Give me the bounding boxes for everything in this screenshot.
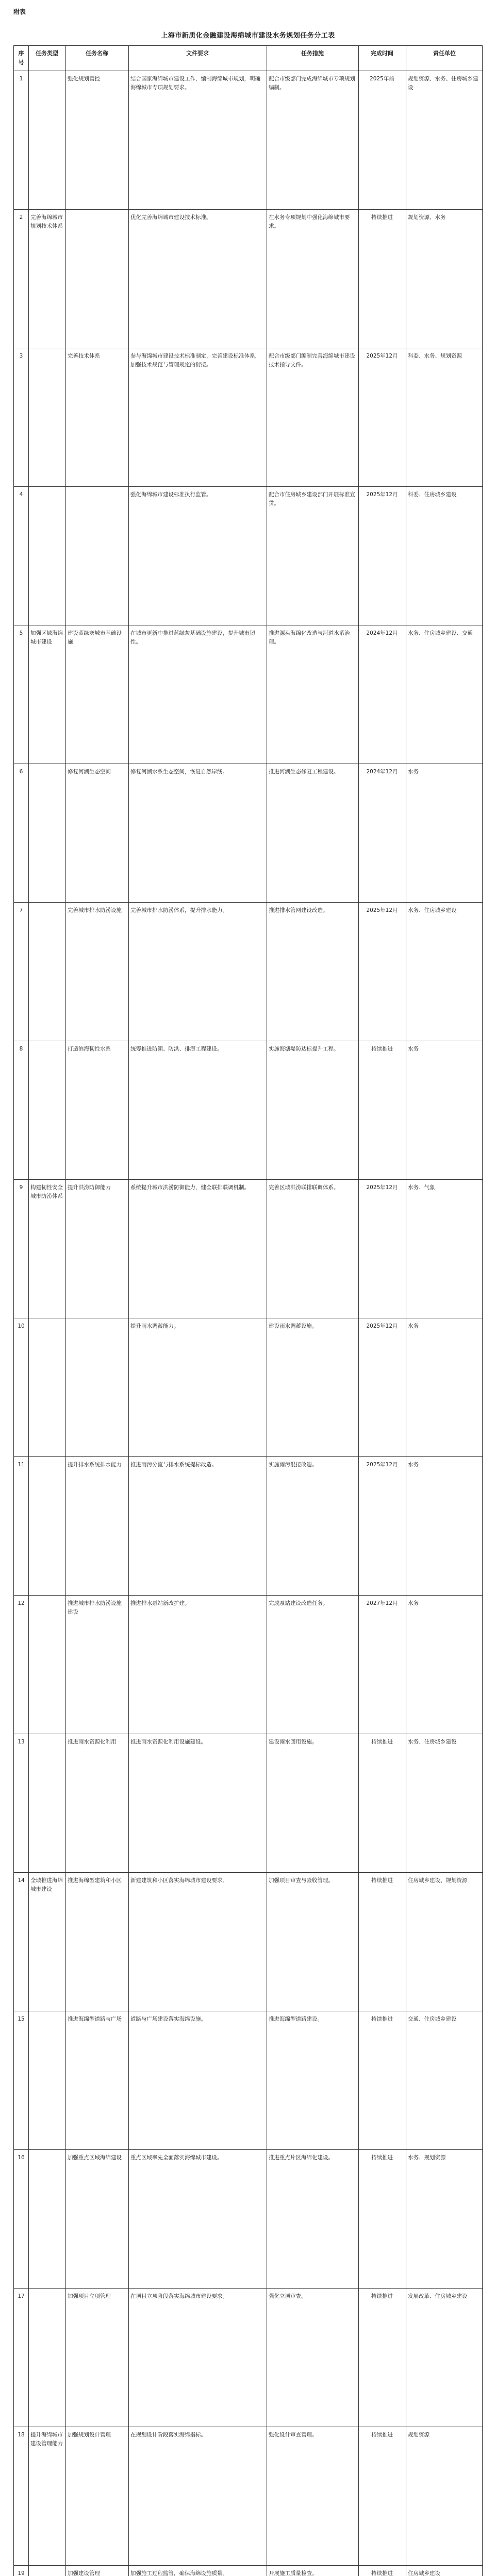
table-cell-no: 14 [18,1877,25,1884]
table-cell-name: 加强规划设计管理 [68,2432,111,2438]
table-cell-name: 推进雨水资源化利用 [68,1739,117,1745]
table-cell-req: 完善城市排水防涝体系，提升排水能力。 [130,907,228,913]
table-cell-req: 优化完善海绵城市建设技术标准。 [130,214,212,221]
table-cell-time: 持续推进 [371,1877,393,1884]
table-cell-name: 推进海绵型建筑和小区 [68,1877,122,1884]
row-divider [14,902,483,903]
table-cell-measure: 在水务专项规划中强化海绵城市要求。 [269,214,350,229]
table-cell-measure: 实施雨污混接改造。 [269,1462,318,1468]
table-cell-no: 11 [18,1462,25,1468]
table-cell-dept: 水务 [408,1046,419,1052]
table-cell-dept: 住房城乡建设、规划资源 [408,1877,468,1884]
table-cell-measure: 完成泵站建设改造任务。 [269,1600,328,1606]
table-cell-time: 2024年12月 [366,630,398,636]
table-cell-dept: 交通、住房城乡建设 [408,2016,457,2022]
table-cell-measure: 开展施工质量检查。 [269,2570,318,2576]
table-cell-req: 推进雨污分流与排水系统提标改造。 [130,1462,217,1468]
table-cell-name: 完善技术体系 [68,353,100,359]
task-table [13,45,483,2576]
table-cell-dept: 水务 [408,769,419,775]
table-cell-no: 5 [19,630,23,636]
table-cell-req: 在城市更新中推进蓝绿灰基础设施建设，提升城市韧性。 [130,630,255,645]
table-cell-dept: 规划资源、水务 [408,214,446,221]
table-cell-time: 持续推进 [371,2016,393,2022]
table-cell-req: 推进雨水资源化利用设施建设。 [130,1739,206,1745]
table-cell-time: 2025年12月 [366,353,398,359]
table-cell-type [28,1738,65,1870]
table-cell-req: 在规划设计阶段落实海绵指标。 [130,2432,206,2438]
table-cell-type: 加强区域海绵城市建设 [30,630,63,645]
table-cell-measure: 推进源头海绵化改造与河道水系治理。 [269,630,350,645]
table-cell-dept: 水务 [408,1600,419,1606]
column-header: 文件要求 [186,50,209,57]
row-divider [14,2149,483,2150]
table-cell-name [65,1322,128,1454]
row-divider [14,486,483,487]
table-cell-time: 2025年12月 [366,1462,398,1468]
table-cell-measure: 推进重点片区海绵化建设。 [269,2155,334,2161]
table-cell-type [28,352,65,484]
table-cell-no: 16 [18,2155,25,2161]
table-cell-measure: 实施海塘堤防达标提升工程。 [269,1046,339,1052]
table-cell-type [28,1045,65,1177]
table-cell-dept: 发展改革、住房城乡建设 [408,2293,468,2299]
row-divider [14,2565,483,2566]
table-cell-req: 修复河湖水系生态空间，恢复自然岸线。 [130,769,228,775]
table-cell-no: 19 [18,2570,25,2576]
table-cell-time: 2025年12月 [366,492,398,498]
table-cell-name: 打造滨海韧性水系 [68,1046,111,1052]
table-cell-name: 加强项目立项管理 [68,2293,111,2299]
table-cell-name [65,490,128,623]
table-cell-name: 建设蓝绿灰城市基础设施 [68,630,122,645]
table-cell-type: 提升海绵城市建设管理能力 [30,2432,63,2447]
table-cell-name: 完善城市排水防涝设施 [68,907,122,913]
table-cell-time: 2025年12月 [366,1184,398,1191]
table-cell-dept: 水务、气象 [408,1184,435,1191]
table-cell-type [28,1322,65,1454]
table-cell-no: 15 [18,2016,25,2022]
table-cell-dept: 科委、水务、规划资源 [408,353,462,359]
table-cell-dept: 水务 [408,1323,419,1329]
table-cell-measure: 推进河湖生态修复工程建设。 [269,769,339,775]
row-divider [14,209,483,210]
column-header: 责任单位 [433,50,456,57]
table-cell-type: 构建韧性安全城市防涝体系 [30,1184,63,1199]
column-header: 完成时间 [371,50,393,57]
table-cell-name [65,213,128,346]
table-cell-no: 17 [18,2293,25,2299]
table-cell-measure: 加强项目审查与验收管理。 [269,1877,334,1884]
table-cell-no: 7 [19,907,23,913]
table-cell-req: 在项目立项阶段落实海绵城市建设要求。 [130,2293,228,2299]
table-cell-name: 强化规划管控 [68,76,100,82]
table-cell-dept: 规划资源 [408,2432,429,2438]
table-cell-no: 13 [18,1739,25,1745]
table-cell-req: 新建建筑和小区落实海绵城市建设要求。 [130,1877,228,1884]
table-cell-name: 加强建设管理 [68,2570,100,2576]
table-cell-name: 推进城市排水防涝设施建设 [68,1600,122,1615]
table-cell-no: 6 [19,769,23,775]
table-cell-name: 推进海绵型道路与广场 [68,2016,122,2022]
table-cell-type [28,768,65,900]
table-cell-measure: 强化设计审查管理。 [269,2432,318,2438]
table-cell-time: 2025年12月 [366,1323,398,1329]
table-cell-req: 参与海绵城市建设技术标准制定，完善建设标准体系，加强技术规范与管理规定的衔接。 [130,353,260,368]
table-cell-dept: 水务、规划资源 [408,2155,446,2161]
table-cell-no: 12 [18,1600,25,1606]
row-divider [14,1179,483,1180]
table-cell-type: 完善海绵城市规划技术体系 [30,214,63,229]
column-header: 序号 [18,50,24,66]
table-cell-time: 持续推进 [371,2155,393,2161]
table-cell-type [28,2015,65,2147]
table-cell-type [28,906,65,1039]
table-cell-time: 持续推进 [371,1046,393,1052]
table-cell-no: 10 [18,1323,25,1329]
table-cell-name: 提升洪涝防御能力 [68,1184,111,1191]
table-cell-type [28,1599,65,1732]
column-header: 任务措施 [301,50,324,57]
column-header: 任务类型 [36,50,58,57]
table-cell-no: 1 [19,76,23,82]
table-cell-no: 8 [19,1046,23,1052]
table-cell-dept: 水务、住房城乡建设 [408,1739,457,1745]
table-cell-no: 9 [19,1184,23,1191]
table-cell-time: 持续推进 [371,1739,393,1745]
table-cell-measure: 配合市级部门完成海绵城市专项规划编制。 [269,76,355,91]
table-cell-req: 结合国家海绵城市建设工作，编制海绵城市规划，明确海绵城市专项规划要求。 [130,76,260,91]
table-cell-dept: 水务 [408,1462,419,1468]
table-cell-req: 提升雨水调蓄能力。 [130,1323,179,1329]
table-cell-req: 推进排水泵站新改扩建。 [130,1600,190,1606]
table-cell-name: 修复河湖生态空间 [68,769,111,775]
table-cell-no: 4 [19,492,23,498]
table-cell-dept: 规划资源、水务、住房城乡建设 [408,76,478,91]
table-cell-measure: 建设雨水调蓄设施。 [269,1323,318,1329]
table-cell-dept: 住房城乡建设 [408,2570,440,2576]
table-cell-time: 2025年12月 [366,907,398,913]
page-title: 上海市新质化金融建设海绵城市建设水务规划任务分工表 [161,32,335,40]
table-cell-req: 加强施工过程监管，确保海绵设施质量。 [130,2570,228,2576]
table-cell-measure: 配合市级部门编制完善海绵城市建设技术指导文件。 [269,353,355,368]
table-cell-req: 系统提升城市洪涝防御能力，健全联排联调机制。 [130,1184,250,1191]
table-cell-req: 重点区域率先全面落实海绵城市建设。 [130,2155,223,2161]
table-cell-dept: 科委、住房城乡建设 [408,492,457,498]
table-cell-time: 2025年前 [370,76,394,82]
table-cell-type [28,1461,65,1593]
table-cell-no: 18 [18,2432,25,2438]
row-divider [14,1872,483,1873]
table-cell-req: 强化海绵城市建设标准执行监管。 [130,492,212,498]
row-divider [14,1595,483,1596]
table-cell-measure: 强化立项审查。 [269,2293,307,2299]
row-divider [14,1456,483,1457]
table-cell-measure: 建设雨水回用设施。 [269,1739,318,1745]
table-cell-time: 2027年12月 [366,1600,398,1606]
table-cell-req: 道路与广场建设落实海绵设施。 [130,2016,206,2022]
table-cell-type [28,2154,65,2286]
table-cell-measure: 推进海绵型道路建设。 [269,2016,323,2022]
table-cell-no: 3 [19,353,23,359]
table-cell-no: 2 [19,214,23,221]
table-cell-type: 全域推进海绵城市建设 [30,1877,63,1892]
table-cell-type [28,490,65,623]
table-cell-dept: 水务、住房城乡建设、交通 [408,630,473,636]
table-cell-name: 提升排水系统排水能力 [68,1462,122,1468]
table-cell-type [28,2569,65,2576]
table-cell-measure: 配合市住房城乡建设部门开展标准宣贯。 [269,492,355,506]
row-divider [14,2288,483,2289]
table-cell-measure: 完善区域洪涝联排联调体系。 [269,1184,339,1191]
table-cell-time: 持续推进 [371,2293,393,2299]
table-cell-type [28,2292,65,2425]
table-cell-dept: 水务、住房城乡建设 [408,907,457,913]
table-cell-time: 2024年12月 [366,769,398,775]
table-cell-name: 加强重点区域海绵建设 [68,2155,122,2161]
column-header: 任务名称 [86,50,108,57]
table-cell-type [28,75,65,207]
table-cell-measure: 推进排水管网建设改造。 [269,907,328,913]
table-cell-time: 持续推进 [371,2570,393,2576]
table-cell-req: 统筹推进防潮、防洪、排涝工程建设。 [130,1046,223,1052]
table-cell-time: 持续推进 [371,214,393,221]
attachment-label: 附表 [13,8,26,15]
table-cell-time: 持续推进 [371,2432,393,2438]
